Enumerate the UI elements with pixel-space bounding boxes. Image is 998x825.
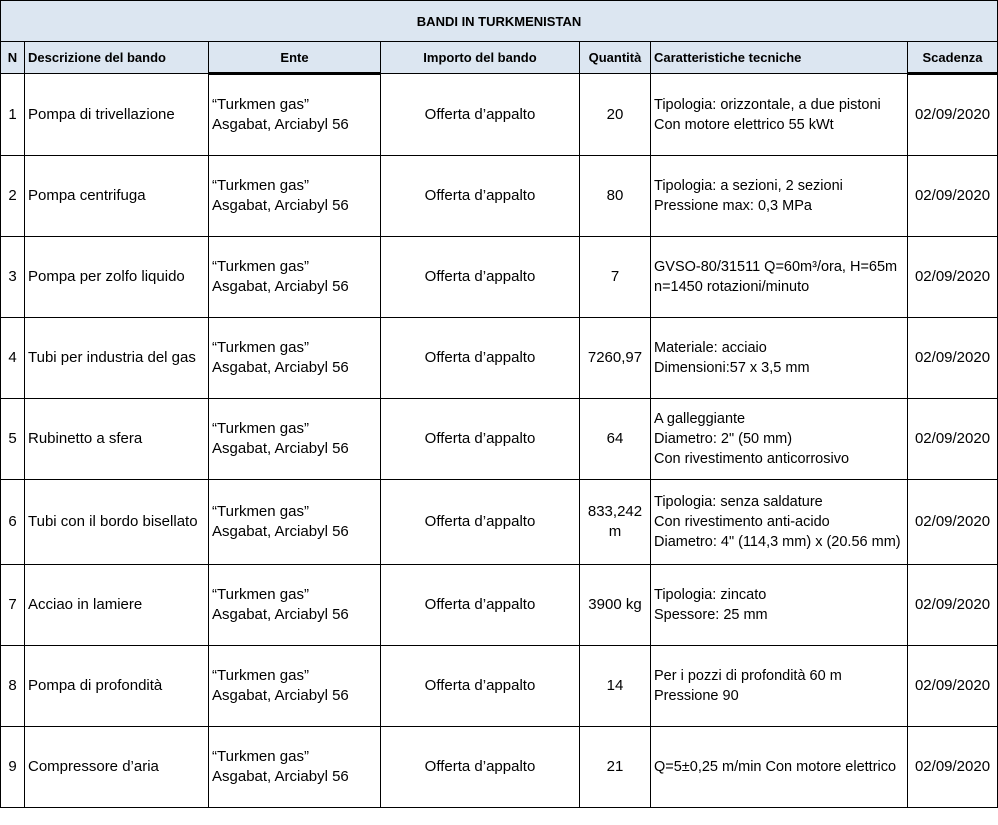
row-scadenza: 02/09/2020 bbox=[908, 727, 998, 808]
ente-address: Asgabat, Arciabyl 56 bbox=[212, 606, 349, 623]
row-scadenza: 02/09/2020 bbox=[908, 565, 998, 646]
row-importo: Offerta d’appalto bbox=[381, 646, 580, 727]
row-descrizione: Acciao in lamiere bbox=[25, 565, 209, 646]
ente-name: “Turkmen gas” bbox=[212, 586, 309, 603]
table-row bbox=[1, 156, 998, 237]
spec-line: Q=5±0,25 m/min Con motore elettrico bbox=[654, 759, 897, 775]
spec-line: Tipologia: a sezioni, 2 sezioni bbox=[654, 178, 843, 194]
row-number: 9 bbox=[1, 727, 25, 808]
row-ente bbox=[209, 727, 381, 808]
table-row bbox=[1, 646, 998, 727]
spec-line: n=1450 rotazioni/minuto bbox=[654, 279, 810, 295]
spec-line: GVSO-80/31511 Q=60m³/ora, H=65m bbox=[654, 259, 898, 275]
row-quantita: 7 bbox=[580, 237, 651, 318]
row-scadenza: 02/09/2020 bbox=[908, 646, 998, 727]
ente-name: “Turkmen gas” bbox=[212, 420, 309, 437]
row-caratteristiche bbox=[651, 565, 908, 646]
row-descrizione: Tubi per industria del gas bbox=[25, 318, 209, 399]
table-row bbox=[1, 318, 998, 399]
row-descrizione: Rubinetto a sfera bbox=[25, 399, 209, 480]
row-caratteristiche bbox=[651, 156, 908, 237]
spec-line: Tipologia: zincato bbox=[654, 587, 767, 603]
table-row bbox=[1, 480, 998, 565]
row-scadenza: 02/09/2020 bbox=[908, 318, 998, 399]
row-caratteristiche bbox=[651, 237, 908, 318]
row-quantita: 20 bbox=[580, 74, 651, 156]
row-descrizione: Compressore d’aria bbox=[25, 727, 209, 808]
row-caratteristiche bbox=[651, 399, 908, 480]
header-importo: Importo del bando bbox=[381, 42, 580, 74]
row-quantita: 7260,97 bbox=[580, 318, 651, 399]
spec-line: Con rivestimento anti-acido bbox=[654, 514, 830, 530]
ente-address: Asgabat, Arciabyl 56 bbox=[212, 687, 349, 704]
row-descrizione: Pompa di profondità bbox=[25, 646, 209, 727]
spec-line: Materiale: acciaio bbox=[654, 340, 767, 356]
spec-line: Tipologia: orizzontale, a due pistoni bbox=[654, 96, 881, 113]
table-row bbox=[1, 565, 998, 646]
row-number: 6 bbox=[1, 480, 25, 565]
ente-name: “Turkmen gas” bbox=[212, 96, 309, 113]
row-descrizione: Tubi con il bordo bisellato bbox=[25, 480, 209, 565]
row-ente bbox=[209, 565, 381, 646]
row-quantita: 3900 kg bbox=[580, 565, 651, 646]
spec-line: Diametro: 2" (50 mm) bbox=[654, 431, 793, 447]
row-caratteristiche bbox=[651, 318, 908, 399]
row-quantita: 833,242 m bbox=[580, 480, 651, 565]
ente-name: “Turkmen gas” bbox=[212, 503, 309, 520]
row-caratteristiche bbox=[651, 646, 908, 727]
row-quantita: 14 bbox=[580, 646, 651, 727]
row-importo: Offerta d’appalto bbox=[381, 318, 580, 399]
row-importo: Offerta d’appalto bbox=[381, 156, 580, 237]
spec-line: Spessore: 25 mm bbox=[654, 607, 768, 623]
row-ente bbox=[209, 399, 381, 480]
row-caratteristiche bbox=[651, 727, 908, 808]
row-caratteristiche bbox=[651, 74, 908, 156]
header-scadenza: Scadenza bbox=[908, 42, 998, 74]
row-ente bbox=[209, 156, 381, 237]
header-caratteristiche: Caratteristiche tecniche bbox=[651, 42, 908, 74]
row-scadenza: 02/09/2020 bbox=[908, 399, 998, 480]
row-ente bbox=[209, 480, 381, 565]
row-scadenza: 02/09/2020 bbox=[908, 74, 998, 156]
spec-line: Dimensioni:57 x 3,5 mm bbox=[654, 360, 810, 376]
table-row bbox=[1, 237, 998, 318]
row-number: 7 bbox=[1, 565, 25, 646]
row-quantita: 64 bbox=[580, 399, 651, 480]
ente-name: “Turkmen gas” bbox=[212, 339, 309, 356]
row-number: 8 bbox=[1, 646, 25, 727]
ente-address: Asgabat, Arciabyl 56 bbox=[212, 440, 349, 457]
row-ente bbox=[209, 74, 381, 156]
row-ente bbox=[209, 646, 381, 727]
row-number: 5 bbox=[1, 399, 25, 480]
spec-line: Diametro: 4" (114,3 mm) x (20.56 mm) bbox=[654, 534, 901, 550]
row-scadenza: 02/09/2020 bbox=[908, 156, 998, 237]
row-importo: Offerta d’appalto bbox=[381, 399, 580, 480]
row-descrizione: Pompa di trivellazione bbox=[25, 74, 209, 156]
row-ente bbox=[209, 318, 381, 399]
spec-line: Per i pozzi di profondità 60 m bbox=[654, 668, 842, 684]
ente-name: “Turkmen gas” bbox=[212, 667, 309, 684]
row-number: 4 bbox=[1, 318, 25, 399]
spec-line: Con motore elettrico 55 kWt bbox=[654, 116, 834, 133]
header-ente: Ente bbox=[209, 42, 381, 74]
row-number: 1 bbox=[1, 74, 25, 156]
row-scadenza: 02/09/2020 bbox=[908, 480, 998, 565]
header-quantita: Quantità bbox=[580, 42, 651, 74]
row-descrizione: Pompa per zolfo liquido bbox=[25, 237, 209, 318]
spec-line: A galleggiante bbox=[654, 411, 746, 427]
spec-line: Pressione max: 0,3 MPa bbox=[654, 198, 812, 214]
ente-address: Asgabat, Arciabyl 56 bbox=[212, 523, 349, 540]
table-row bbox=[1, 399, 998, 480]
header-n: N bbox=[1, 42, 25, 74]
row-importo: Offerta d’appalto bbox=[381, 237, 580, 318]
row-number: 2 bbox=[1, 156, 25, 237]
table-row bbox=[1, 74, 998, 156]
ente-name: “Turkmen gas” bbox=[212, 177, 309, 194]
title-row bbox=[1, 1, 998, 42]
header-row bbox=[1, 42, 998, 74]
row-importo: Offerta d’appalto bbox=[381, 74, 580, 156]
header-descrizione: Descrizione del bando bbox=[25, 42, 209, 74]
ente-address: Asgabat, Arciabyl 56 bbox=[212, 116, 349, 133]
ente-address: Asgabat, Arciabyl 56 bbox=[212, 197, 349, 214]
row-quantita: 80 bbox=[580, 156, 651, 237]
row-importo: Offerta d’appalto bbox=[381, 565, 580, 646]
ente-address: Asgabat, Arciabyl 56 bbox=[212, 278, 349, 295]
row-importo: Offerta d’appalto bbox=[381, 480, 580, 565]
row-importo: Offerta d’appalto bbox=[381, 727, 580, 808]
ente-address: Asgabat, Arciabyl 56 bbox=[212, 768, 349, 785]
ente-name: “Turkmen gas” bbox=[212, 748, 309, 765]
row-scadenza: 02/09/2020 bbox=[908, 237, 998, 318]
row-number: 3 bbox=[1, 237, 25, 318]
spec-line: Tipologia: senza saldature bbox=[654, 494, 823, 510]
row-descrizione: Pompa centrifuga bbox=[25, 156, 209, 237]
ente-address: Asgabat, Arciabyl 56 bbox=[212, 359, 349, 376]
spec-line: Con rivestimento anticorrosivo bbox=[654, 451, 850, 467]
row-ente bbox=[209, 237, 381, 318]
row-quantita: 21 bbox=[580, 727, 651, 808]
ente-name: “Turkmen gas” bbox=[212, 258, 309, 275]
spec-line: Pressione 90 bbox=[654, 688, 739, 704]
row-caratteristiche bbox=[651, 480, 908, 565]
table-row bbox=[1, 727, 998, 808]
table-title: BANDI IN TURKMENISTAN bbox=[1, 1, 998, 42]
